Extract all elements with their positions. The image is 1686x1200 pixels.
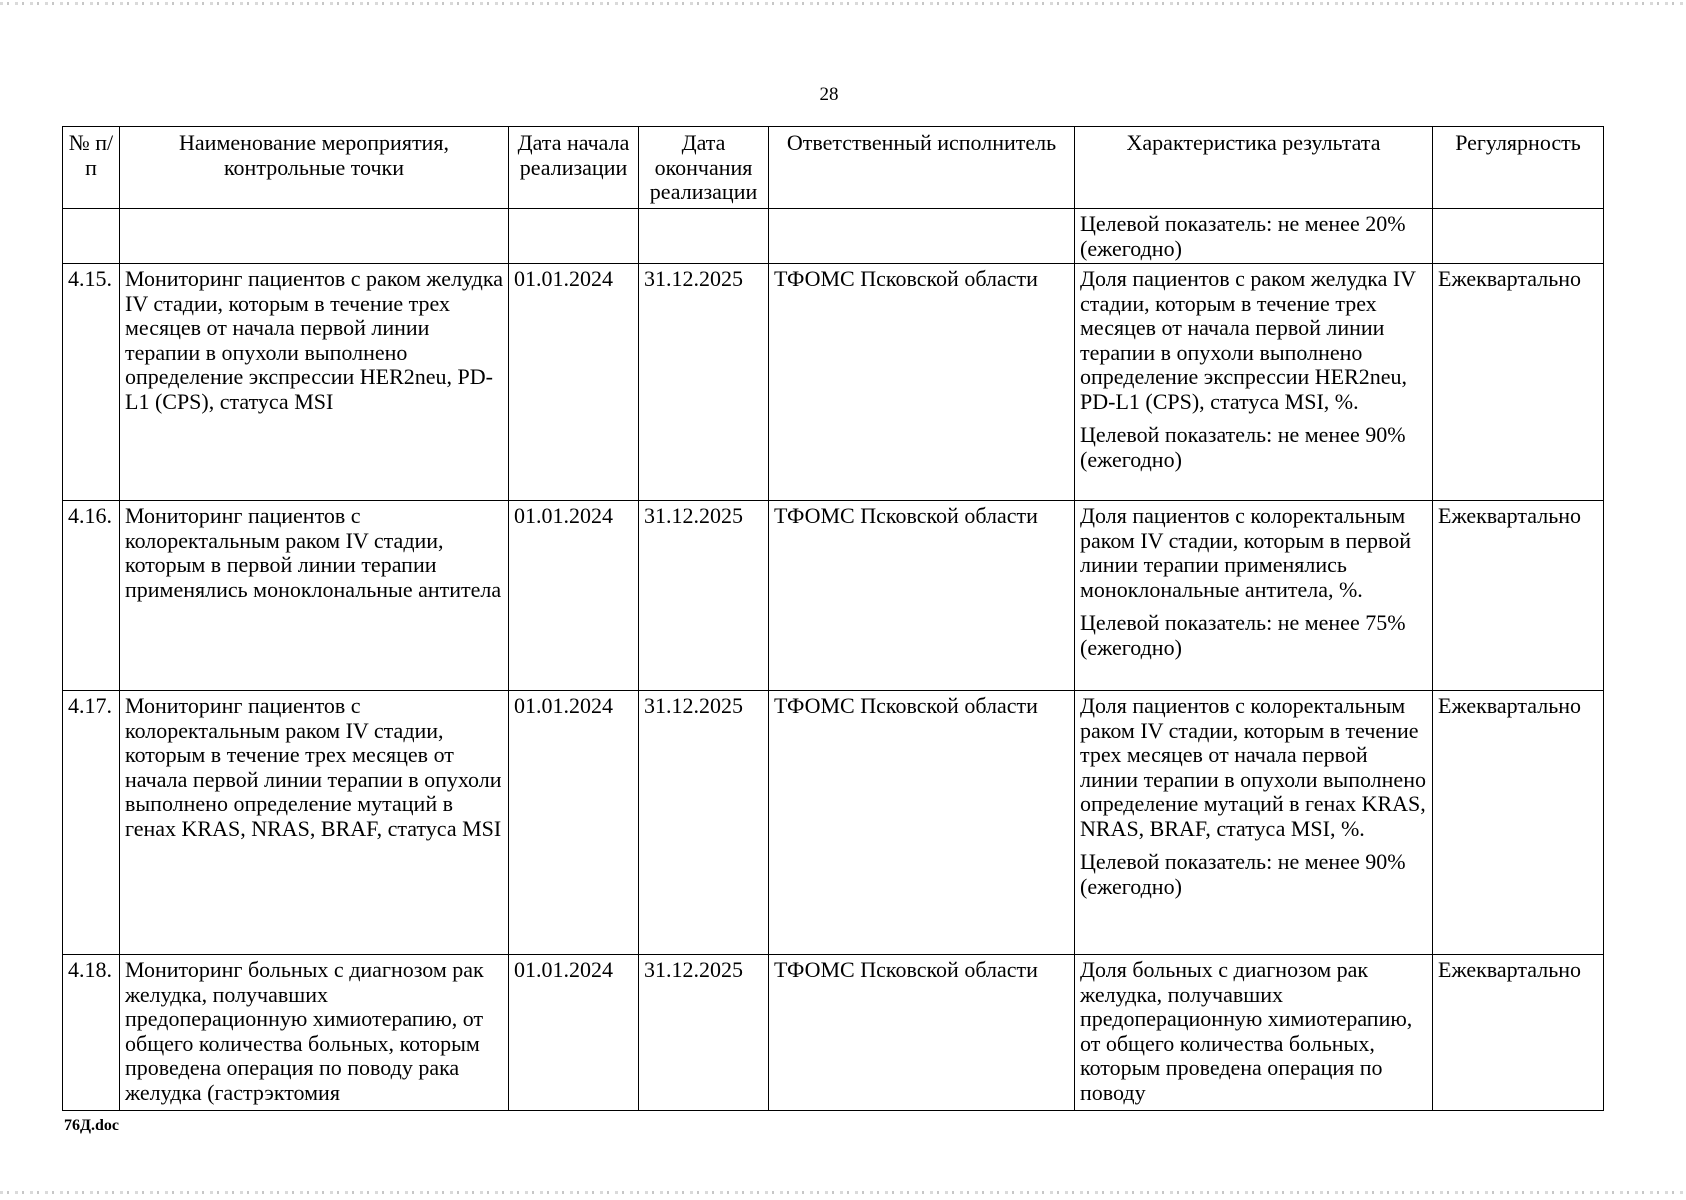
table-row xyxy=(63,264,1604,501)
target-text: Целевой показатель: не менее 90% (ежегодно) xyxy=(1080,849,1406,899)
header-result: Характеристика результата xyxy=(1075,127,1433,209)
scan-edge-bottom xyxy=(0,1191,1686,1194)
header-num: № п/п xyxy=(63,127,120,209)
cell-target: Целевой показатель: не менее 20% (ежегодно) xyxy=(1075,209,1433,264)
cell-start-date: 01.01.2024 xyxy=(509,501,639,691)
table-row xyxy=(63,691,1604,955)
cell-responsible: ТФОМС Псковской области xyxy=(769,501,1075,691)
cell-end-date: 31.12.2025 xyxy=(639,955,769,1111)
result-text: Доля больных с диагнозом рак желудка, получавших предоперационную химиотерапию, от общего количества больных, которым проведена операция по поводу xyxy=(1080,957,1413,1105)
cell-num: 4.17. xyxy=(63,691,120,955)
cell-result xyxy=(1075,264,1433,501)
header-name: Наименование мероприятия, контрольные точки xyxy=(120,127,509,209)
cell-responsible: ТФОМС Псковской области xyxy=(769,691,1075,955)
cell-regularity: Ежеквартально xyxy=(1433,955,1604,1111)
cell-result xyxy=(1075,691,1433,955)
scan-edge-top xyxy=(0,2,1686,5)
table-row xyxy=(63,501,1604,691)
cell-name: Мониторинг пациентов с колоректальным раком IV стадии, которым в первой линии терапии применялись моноклональные антитела xyxy=(120,501,509,691)
measures-table xyxy=(62,126,1604,1111)
cell-name: Мониторинг пациентов с раком желудка IV стадии, которым в течение трех месяцев от начала первой линии терапии в опухоли выполнено определение экспрессии HER2neu, PD-L1 (CPS), статуса MSI xyxy=(120,264,509,501)
cell-end-date: 31.12.2025 xyxy=(639,501,769,691)
cell-result xyxy=(1075,501,1433,691)
cell-regularity: Ежеквартально xyxy=(1433,691,1604,955)
result-text: Доля пациентов с колоректальным раком IV стадии, которым в первой линии терапии применялись моноклональные антитела, %. xyxy=(1080,503,1412,602)
cell-empty xyxy=(120,209,509,264)
cell-result xyxy=(1075,955,1433,1111)
cell-responsible: ТФОМС Псковской области xyxy=(769,264,1075,501)
cell-empty xyxy=(1433,209,1604,264)
result-text: Доля пациентов с колоректальным раком IV стадии, которым в течение трех месяцев от начала первой линии терапии в опухоли выполнено определение мутаций в генах KRAS, NRAS, BRAF, статуса MSI, %. xyxy=(1080,693,1426,841)
cell-regularity: Ежеквартально xyxy=(1433,264,1604,501)
continuation-row xyxy=(63,209,1604,264)
cell-num: 4.16. xyxy=(63,501,120,691)
cell-empty xyxy=(639,209,769,264)
header-start: Дата начала реализации xyxy=(509,127,639,209)
cell-empty xyxy=(509,209,639,264)
cell-num: 4.15. xyxy=(63,264,120,501)
result-text: Доля пациентов с раком желудка IV стадии, которым в течение трех месяцев от начала первой линии терапии в опухоли выполнено определение экспрессии HER2neu, PD-L1 (CPS), статуса MSI, %. xyxy=(1080,266,1416,414)
header-regularity: Регулярность xyxy=(1433,127,1604,209)
cell-end-date: 31.12.2025 xyxy=(639,264,769,501)
cell-end-date: 31.12.2025 xyxy=(639,691,769,955)
cell-name: Мониторинг больных с диагнозом рак желудка, получавших предоперационную химиотерапию, от общего количества больных, которым проведена операция по поводу рака желудка (гастрэктомия xyxy=(120,955,509,1111)
header-end: Дата окончания реализации xyxy=(639,127,769,209)
document-filename: 76Д.doc xyxy=(64,1117,120,1134)
target-text: Целевой показатель: не менее 90% (ежегодно) xyxy=(1080,422,1406,472)
target-text: Целевой показатель: не менее 75% (ежегодно) xyxy=(1080,610,1406,660)
cell-start-date: 01.01.2024 xyxy=(509,264,639,501)
cell-responsible: ТФОМС Псковской области xyxy=(769,955,1075,1111)
cell-regularity: Ежеквартально xyxy=(1433,501,1604,691)
table-row xyxy=(63,955,1604,1111)
cell-start-date: 01.01.2024 xyxy=(509,955,639,1111)
cell-empty xyxy=(63,209,120,264)
cell-start-date: 01.01.2024 xyxy=(509,691,639,955)
cell-num: 4.18. xyxy=(63,955,120,1111)
cell-empty xyxy=(769,209,1075,264)
header-row xyxy=(63,127,1604,209)
header-responsible: Ответственный исполнитель xyxy=(769,127,1075,209)
cell-name: Мониторинг пациентов с колоректальным раком IV стадии, которым в течение трех месяцев от начала первой линии терапии в опухоли выполнено определение мутаций в генах KRAS, NRAS, BRAF, статуса MSI xyxy=(120,691,509,955)
page-number: 28 xyxy=(819,84,839,105)
